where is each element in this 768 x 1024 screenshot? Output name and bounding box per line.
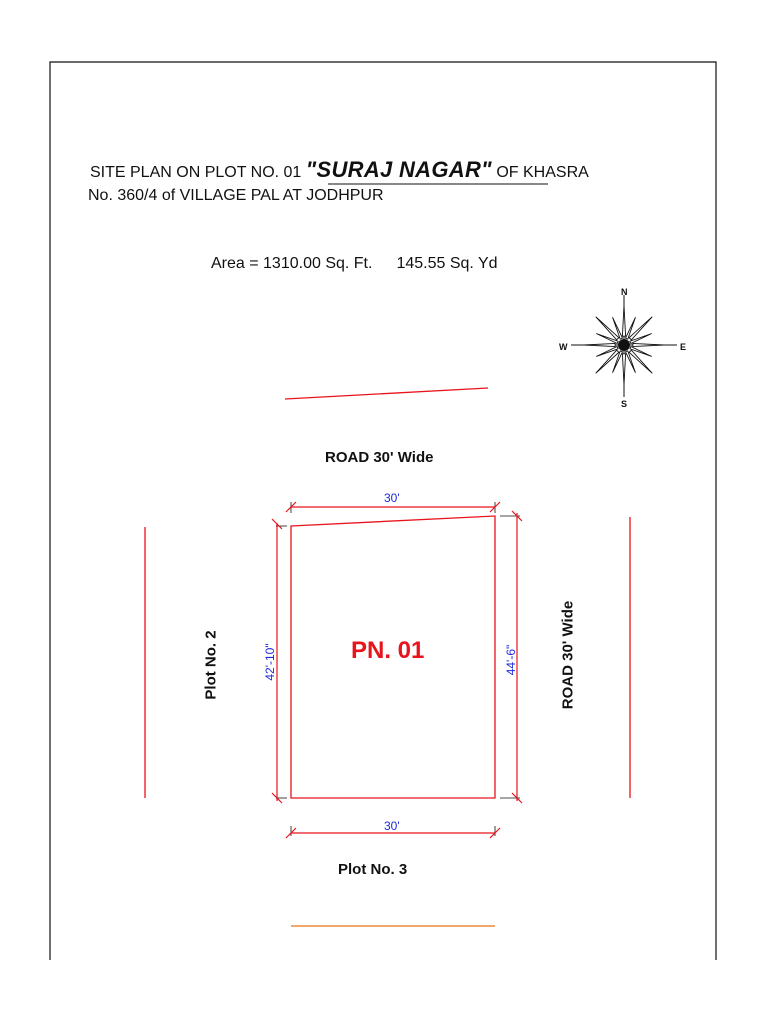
site-plan-title-line-1: [90, 157, 589, 183]
area-sq-yd: 145.55 Sq. Yd: [396, 255, 498, 272]
compass-point: [622, 305, 625, 336]
road-right-label: ROAD 30' Wide: [559, 600, 577, 710]
site-plan-title-line-2: No. 360/4 of VILLAGE PAL AT JODHPUR: [88, 187, 384, 204]
dimension-left-label: 42'-10": [263, 643, 277, 681]
area-sq-ft: Area = 1310.00 Sq. Ft.: [211, 255, 373, 272]
compass-rose: [571, 295, 677, 397]
plot-left-label: Plot No. 2: [202, 630, 220, 700]
compass-west-label: W: [559, 342, 568, 352]
road-top-label: ROAD 30' Wide: [325, 449, 434, 466]
compass-point: [596, 317, 619, 340]
title-prefix: SITE PLAN ON PLOT NO. 01: [90, 164, 306, 181]
area-statement: [211, 255, 498, 273]
plot-bottom-label: Plot No. 3: [338, 861, 408, 878]
compass-south-label: S: [621, 399, 628, 409]
dimension-top-label: 30': [384, 491, 400, 505]
compass-point: [629, 317, 652, 340]
dimension-bottom-label: 30': [384, 819, 400, 833]
compass-north-label: N: [621, 287, 628, 297]
title-suffix: OF KHASRA: [491, 164, 589, 181]
road-top-boundary-line: [285, 388, 488, 399]
compass-point: [596, 350, 619, 373]
dimension-right-label: 44'-6": [504, 644, 518, 676]
plot-number-label: PN. 01: [351, 637, 425, 664]
compass-point: [629, 350, 652, 373]
compass-east-label: E: [680, 342, 687, 352]
compass-point: [622, 354, 625, 385]
colony-name: "SURAJ NAGAR": [305, 157, 492, 182]
compass-point: [633, 343, 664, 346]
compass-point: [584, 343, 615, 346]
